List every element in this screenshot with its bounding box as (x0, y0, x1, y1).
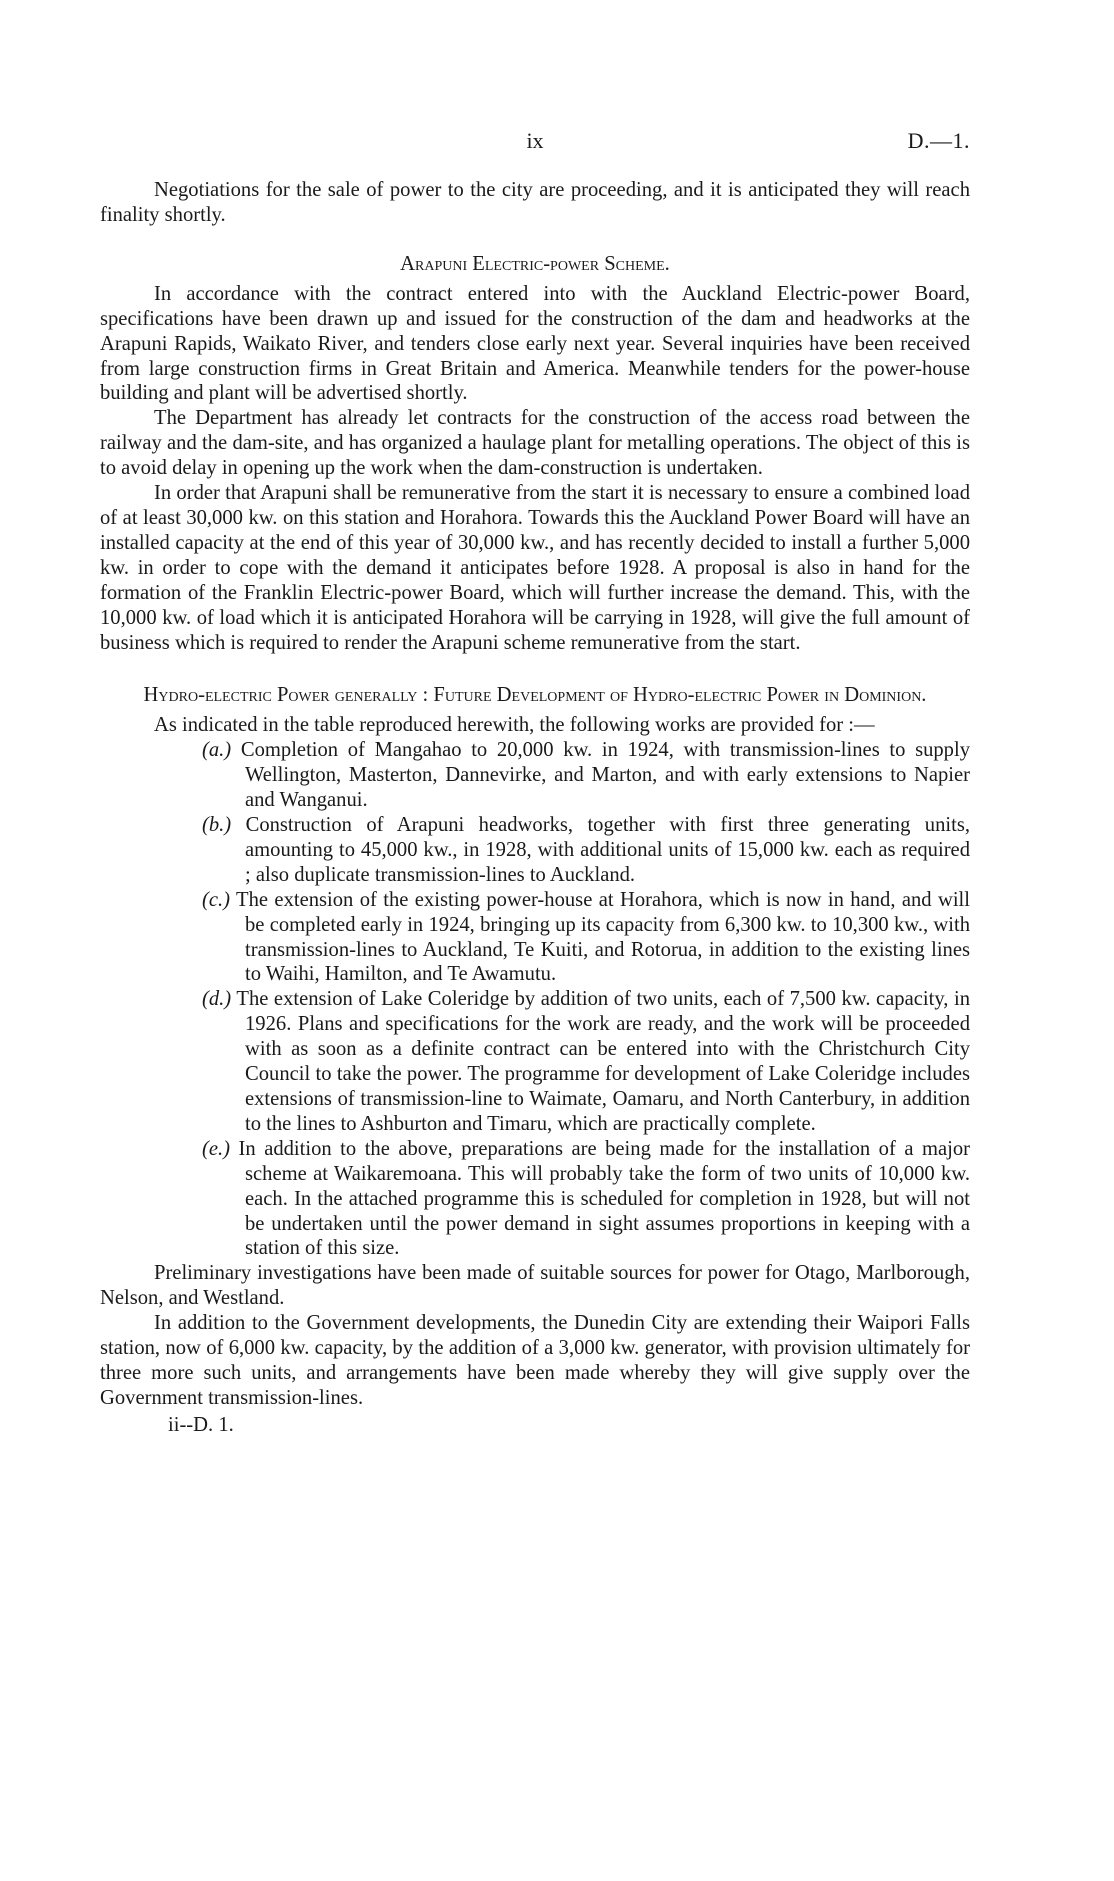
list-item-label: (a.) (202, 739, 232, 762)
list-item-text: Completion of Mangahao to 20,000 kw. in 1924, with transmission-lines to supply Wellington, Masterton, Dannevirke, and Marton, and with early extensions to Napier and Wanganui. (240, 739, 970, 812)
paragraph-arapuni-contract: In accordance with the contract entered into with the Auckland Electric-power Board, specifications have been drawn up and issued for the construction of the dam and headworks at the Arapuni Rapids, Waikato River, and tenders close early next year. Several inquiries have been received from large construction firms in Great Britain and America. Meanwhile tenders for the power-house building and plant will be advertised shortly. (100, 282, 970, 405)
page-number: ix (526, 128, 544, 153)
section-heading-hydro-electric: Hydro-electric Power generally : Future Development of Hydro-electric Power in Dominion. (143, 684, 927, 707)
footer-signature: ii--D. 1. (168, 1413, 234, 1436)
paragraph-arapuni-load: In order that Arapuni shall be remunerative from the start it is necessary to ensure a combined load of at least 30,000 kw. on this station and Horahora. Towards this the Auckland Power Board will have an installed capacity at the end of this year of 30,000 kw., and has recently decided to install a further 5,000 kw. in order to cope with the demand it anticipates before 1928. A proposal is also in hand for the formation of the Franklin Electric-power Board, which will further increase the demand. This, with the 10,000 kw. of load which it is anticipated Horahora will be carrying in 1928, will give the full amount of business which is required to render the Arapuni scheme remunerative from the start. (100, 482, 970, 654)
list-item (202, 987, 970, 1136)
list-item-text: The extension of Lake Coleridge by addition of two units, each of 7,500 kw. capacity, in 1926. Plans and specifications for the work are ready, and the work will be proceeded with as soon as a definite contract can be entered into with the Christchurch City Council to take the power. The programme for development of Lake Coleridge includes extensions of transmission-line to Waimate, Oamaru, and North Canterbury, in addition to the lines to Ashburton and Timaru, which are practically complete. (236, 988, 971, 1135)
paragraph-arapuni-access-road: The Department has already let contracts for the construction of the access road between the railway and the dam-site, and has organized a haulage plant for metalling operations. The object of this is to avoid delay in opening up the work when the dam-construction is undertaken. (100, 407, 970, 480)
paragraph-dunedin-waipori: In addition to the Government developments, the Dunedin City are extending their Waipori Falls station, now of 6,000 kw. capacity, by the addition of a 3,000 kw. generator, with provision ultimately for three more such units, and arrangements have been made whereby they will give supply over the Government transmission-lines. (100, 1312, 970, 1409)
paragraph-preliminary-investigations: Preliminary investigations have been made of suitable sources for power for Otago, Marlborough, Nelson, and Westland. (100, 1262, 970, 1310)
list-item-text: Construction of Arapuni headworks, together with first three generating units, amounting to 45,000 kw., in 1928, with additional units of 15,000 kw. each as required ; also duplicate transmission-lines to Auckland. (245, 814, 970, 886)
intro-paragraph: Negotiations for the sale of power to the city are proceeding, and it is anticipated they will reach finality shortly. (100, 179, 970, 226)
document-reference: D.—1. (907, 128, 970, 153)
paragraph-works-intro: As indicated in the table reproduced herewith, the following works are provided for :— (154, 714, 875, 737)
list-item (202, 738, 970, 813)
list-item-label: (d.) (202, 988, 232, 1011)
list-item-label: (e.) (202, 1137, 231, 1160)
page-header (100, 128, 970, 158)
list-item (202, 813, 970, 888)
body-text (100, 178, 970, 1438)
list-item (202, 888, 970, 988)
section-heading-arapuni: Arapuni Electric-power Scheme. (400, 252, 670, 275)
list-item-text: In addition to the above, preparations are being made for the installation of a major scheme at Waikaremoana. This will probably take the form of two units of 10,000 kw. each. In the attached programme this is scheduled for completion in 1928, but will not be undertaken until the power demand in sight assumes proportions in keeping with a station of this size. (238, 1137, 971, 1260)
works-list (100, 738, 970, 1261)
list-item-label: (c.) (202, 888, 231, 911)
list-item-text: The extension of the existing power-house at Horahora, which is now in hand, and will be completed early in 1924, bringing up its capacity from 6,300 kw. to 10,300 kw., with transmission-lines to Auckland, Te Kuiti, and Rotorua, in addition to the existing lines to Waihi, Hamilton, and Te Awamutu. (236, 888, 970, 986)
list-item-label: (b.) (202, 814, 232, 837)
list-item (202, 1137, 970, 1262)
